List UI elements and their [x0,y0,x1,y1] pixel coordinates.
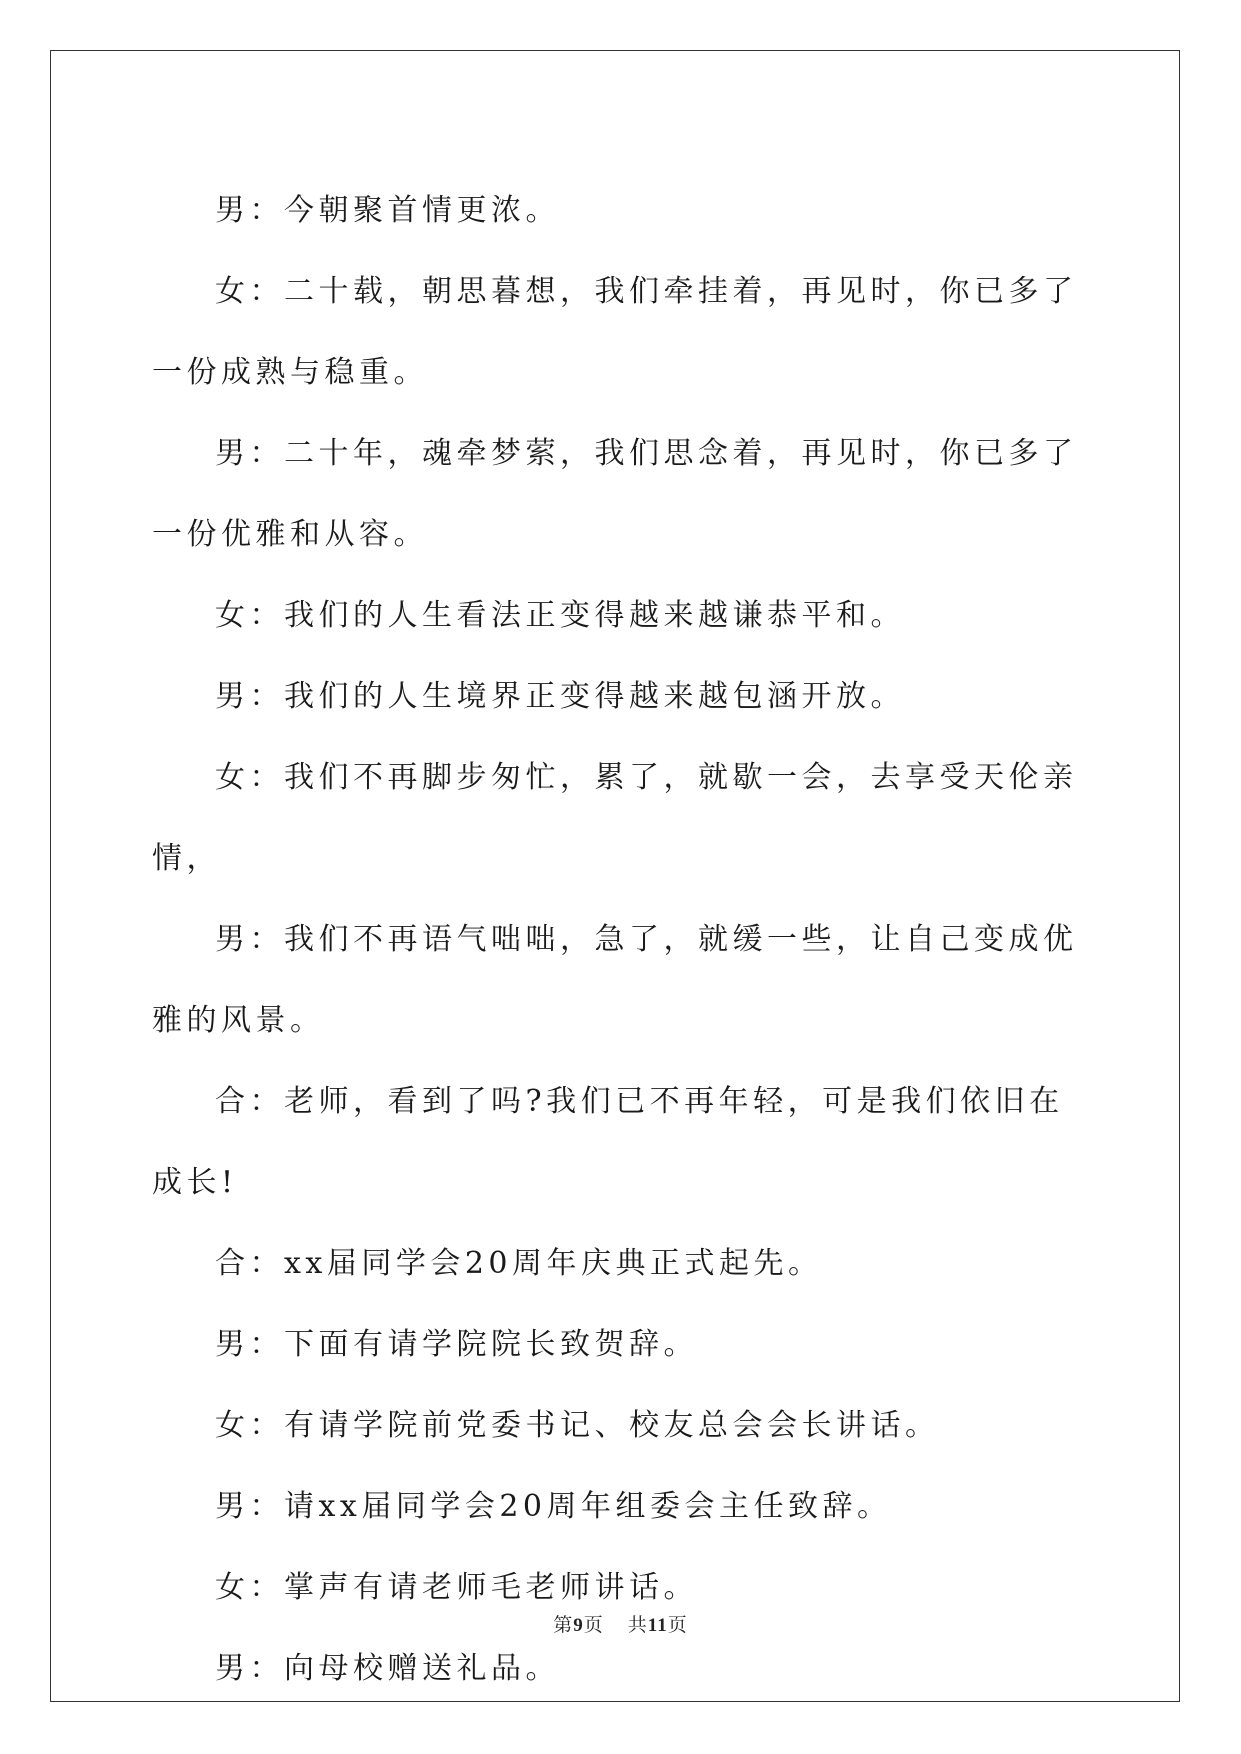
footer-page-suffix: 页 [583,1614,604,1636]
paragraph-5: 男：我们的人生境界正变得越来越包涵开放。 [215,679,905,714]
paragraph-1: 男：今朝聚首情更浓。 [215,193,560,228]
paragraph-7: 男：我们不再语气咄咄，急了，就缓一些，让自己变成优雅的风景。 [152,922,1078,1038]
footer-page-number: 9 [573,1615,584,1636]
paragraph-13: 女：掌声有请老师毛老师讲话。 [215,1570,698,1605]
paragraph-4: 女：我们的人生看法正变得越来越谦恭平和。 [215,598,905,633]
paragraph-11: 女：有请学院前党委书记、校友总会会长讲话。 [215,1408,940,1443]
paragraph-9: 合：xx届同学会20周年庆典正式起先。 [215,1246,823,1281]
paragraph-3: 男：二十年，魂牵梦萦，我们思念着，再见时，你已多了一份优雅和从容。 [152,436,1078,552]
footer-total-pages: 11 [647,1615,668,1636]
page-footer [0,1610,1241,1637]
footer-page-prefix: 第 [553,1614,574,1636]
paragraph-12: 男：请xx届同学会20周年组委会主任致辞。 [215,1489,892,1524]
paragraph-10: 男：下面有请学院院长致贺辞。 [215,1327,698,1362]
paragraph-6: 女：我们不再脚步匆忙，累了，就歇一会，去享受天伦亲情， [152,760,1078,876]
document-body [152,170,1092,1709]
paragraph-2: 女：二十载，朝思暮想，我们牵挂着，再见时，你已多了一份成熟与稳重。 [152,274,1078,390]
footer-total-prefix: 共 [627,1614,648,1636]
paragraph-14: 男：向母校赠送礼品。 [215,1651,560,1686]
paragraph-8: 合：老师，看到了吗?我们已不再年轻，可是我们依旧在成长! [152,1084,1064,1200]
footer-total-suffix: 页 [667,1614,688,1636]
